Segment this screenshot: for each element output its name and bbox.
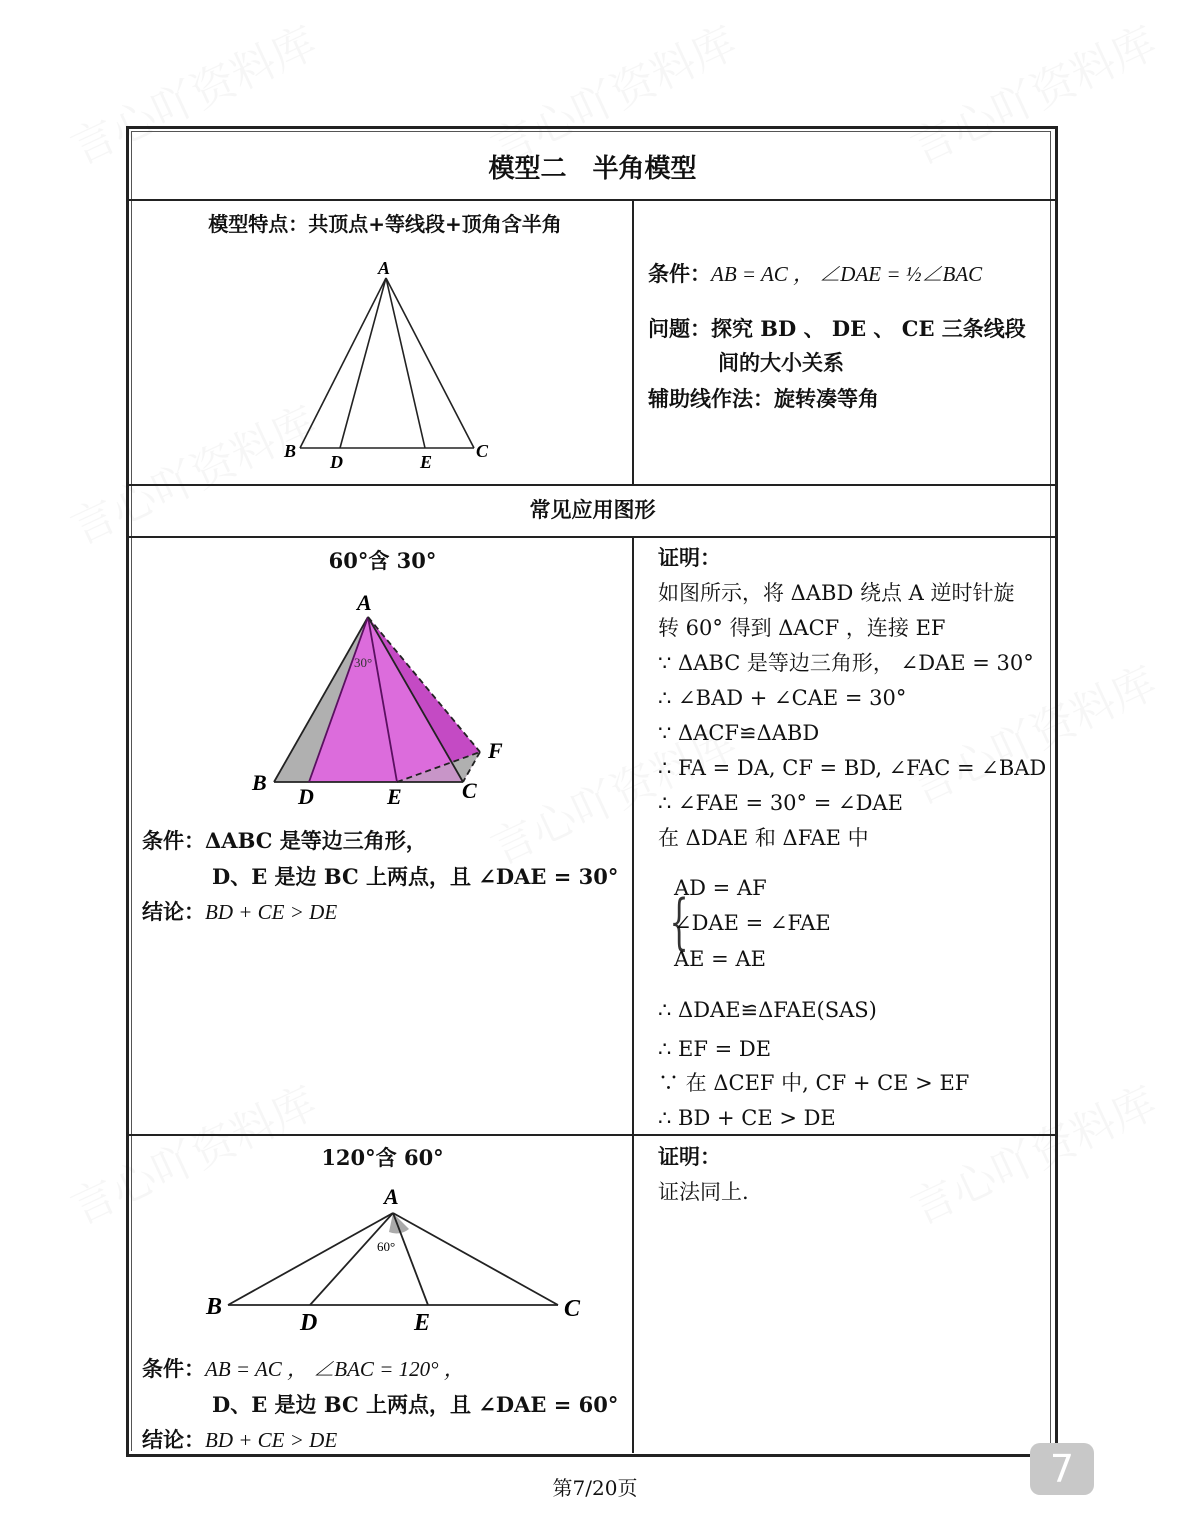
case2-conclusion-label: 结论：: [142, 1427, 205, 1452]
case1-conclusion-label: 结论：: [142, 899, 205, 924]
question-text-2: 间的大小关系: [718, 350, 844, 375]
case2-proof: 证法同上.: [658, 1180, 749, 1204]
proof-line: ∴ FA = DA, CF = BD, ∠FAC = ∠BAD: [658, 756, 1047, 780]
proof-line: ∵ ΔABC 是等边三角形， ∠DAE = 30°: [658, 651, 1034, 675]
label-b: B: [284, 441, 297, 461]
model-figure: [270, 250, 510, 480]
label-a: A: [378, 258, 391, 278]
condition-text: AB = AC ， ∠DAE = ½∠BAC: [711, 262, 983, 286]
proof-line: ∵ 在 ΔCEF 中, CF + CE > EF: [658, 1071, 970, 1095]
divider: [632, 537, 634, 1453]
label-e: E: [387, 784, 402, 809]
divider: [126, 536, 1055, 538]
question-label: 问题：: [648, 316, 711, 341]
case1-proof-label: 证明：: [658, 545, 721, 570]
label-c: C: [462, 778, 477, 803]
case1-title: 60°含 30°: [328, 548, 437, 573]
case2-proof-label: 证明：: [658, 1144, 721, 1169]
proof-line: ∴ EF = DE: [658, 1037, 772, 1061]
label-d: D: [300, 1310, 318, 1336]
divider: [632, 200, 634, 485]
case2-condition-2: D、E 是边 BC 上两点，且 ∠DAE = 60°: [212, 1392, 619, 1417]
section-header: 常见应用图形: [529, 498, 656, 522]
condition-label: 条件：: [648, 261, 711, 286]
system-line: AD = AF: [674, 876, 767, 900]
case1-condition-1: ΔABC 是等边三角形，: [205, 828, 427, 853]
aux-text: 旋转凑等角: [774, 386, 879, 411]
label-c: C: [476, 441, 489, 461]
case1-figure: [240, 580, 530, 810]
proof-line: ∵ ΔACF≌ΔABD: [658, 721, 820, 745]
proof-line: ∴ ΔDAE≌ΔFAE(SAS): [658, 998, 877, 1022]
case2-condition-label: 条件：: [142, 1356, 205, 1381]
angle-label: 60°: [377, 1239, 396, 1254]
proof-line: 转 60° 得到 ΔACF ，连接 EF: [658, 616, 946, 640]
label-f: F: [488, 738, 503, 763]
divider: [126, 199, 1055, 201]
case1-condition-label: 条件：: [142, 828, 205, 853]
case1-condition-2: D、E 是边 BC 上两点，且 ∠DAE = 30°: [212, 864, 619, 889]
proof-line: ∴ ∠BAD + ∠CAE = 30°: [658, 686, 907, 710]
model-feature: 模型特点：共顶点+等线段+顶角含半角: [208, 212, 562, 236]
label-b: B: [206, 1294, 223, 1320]
system-line: AE = AE: [674, 947, 766, 971]
angle-label: 30°: [354, 655, 373, 670]
page-title: 模型二 半角模型: [488, 154, 697, 184]
question-text: 探究 BD 、 DE 、 CE 三条线段: [711, 316, 1026, 341]
proof-line: 如图所示，将 ΔABD 绕点 A 逆时针旋: [658, 581, 1015, 605]
page-badge: 7: [1030, 1443, 1094, 1495]
case2-figure: [200, 1180, 600, 1340]
label-c: C: [564, 1296, 581, 1322]
label-b: B: [252, 770, 267, 795]
system-line: ∠DAE = ∠FAE: [674, 911, 831, 935]
label-a: A: [357, 590, 372, 615]
case1-conclusion: BD + CE > DE: [205, 900, 338, 924]
label-a: A: [384, 1184, 399, 1209]
proof-line: 在 ΔDAE 和 ΔFAE 中: [658, 826, 869, 850]
label-d: D: [330, 452, 343, 472]
brace: {: [669, 887, 689, 957]
aux-label: 辅助线作法：: [648, 386, 774, 411]
page-footer: 第7/20页: [552, 1476, 638, 1500]
case2-conclusion: BD + CE > DE: [205, 1428, 338, 1452]
label-e: E: [414, 1310, 431, 1336]
case2-title: 120°含 60°: [321, 1145, 444, 1170]
proof-line: ∴ ∠FAE = 30° = ∠DAE: [658, 791, 903, 815]
proof-line: ∴ BD + CE > DE: [658, 1106, 836, 1130]
divider: [126, 1134, 1055, 1136]
label-e: E: [420, 452, 433, 472]
label-d: D: [298, 784, 314, 809]
divider: [126, 484, 1055, 486]
case2-condition-1: AB = AC ， ∠BAC = 120° ，: [205, 1357, 465, 1381]
